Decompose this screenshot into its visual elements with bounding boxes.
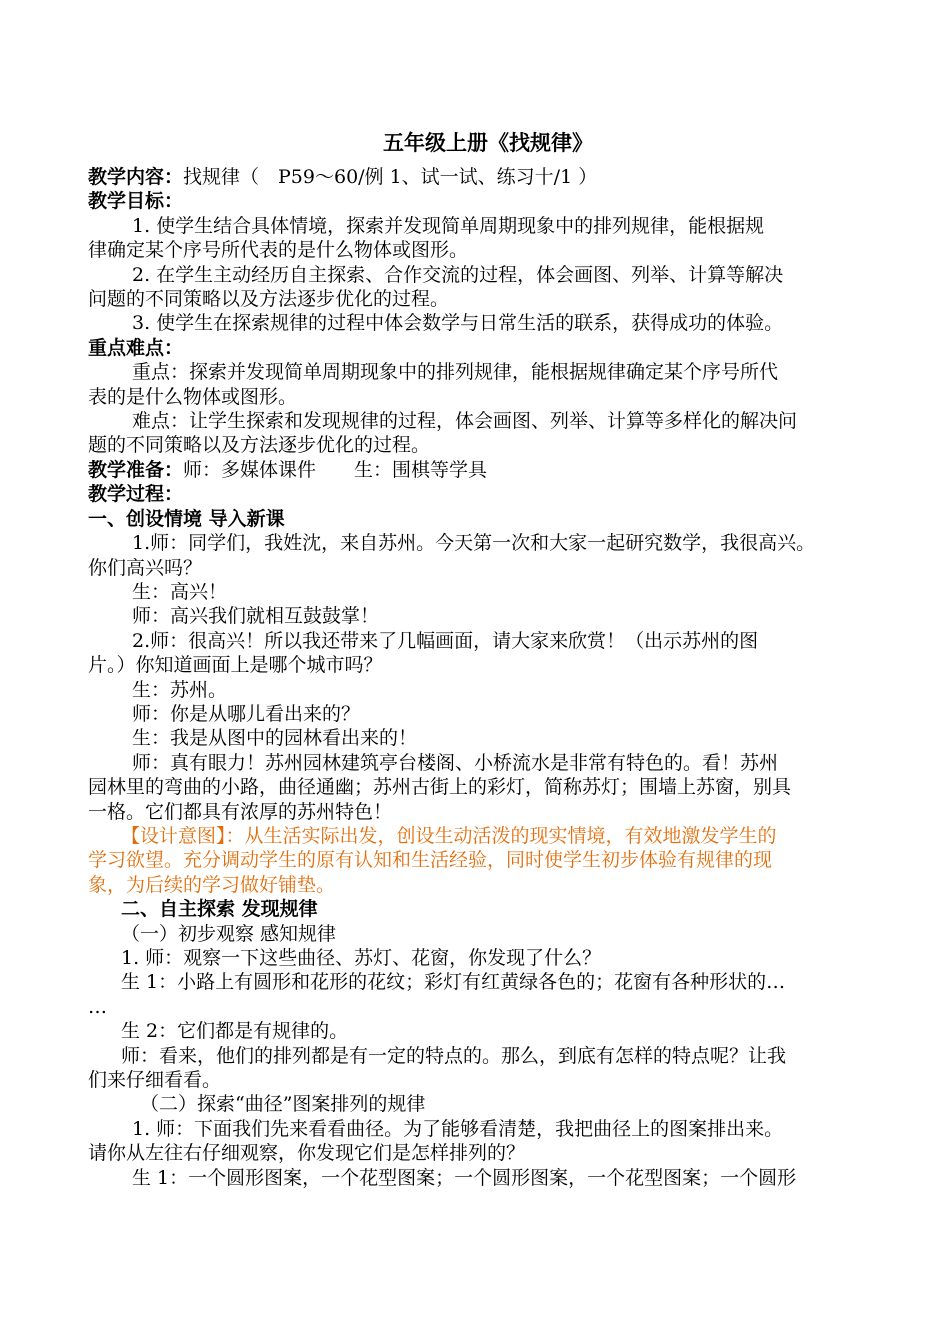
dialogue-line: … [88,995,107,1018]
design-intent-label: 【设计意图】 [121,824,226,847]
dialogue-line: 片。）你知道画面上是哪个城市吗？ [88,654,383,677]
subsection-heading-2: （二）探索“曲径”图案排列的规律 [140,1093,426,1116]
section-heading-2: 二、自主探索 发现规律 [121,898,318,921]
goals-label: 教学目标： [88,190,184,213]
key-line: 表的是什么物体或图形。 [88,385,298,408]
subsection-heading-1: （一）初步观察 感知规律 [121,922,337,945]
dialogue-line: 生 1：小路上有圆形和花形的花纹；彩灯有红黄绿各色的；花窗有各种形状的… [121,971,786,994]
dialogue-line: 1. 师：观察一下这些曲径、苏灯、花窗，你发现了什么？ [121,947,602,969]
content-text: 找规律（ P59～60/例 1、试一试、练习十/1 ） [183,166,598,188]
prep-label: 教学准备： [88,458,184,481]
page-title: 五年级上册《找规律》 [383,130,593,155]
dialogue-line: 师：你是从哪儿看出来的？ [132,702,361,725]
design-intent-line: 象，为后续的学习做好铺垫。 [88,873,336,896]
dialogue-line: 1. 师：下面我们先来看看曲径。为了能够看清楚，我把曲径上的图案排出来。 [132,1117,784,1140]
key-line: 题的不同策略以及方法逐步优化的过程。 [88,434,431,457]
content-line [88,165,888,189]
dialogue-line: 生 1：一个圆形图案，一个花型图案；一个圆形图案，一个花型图案；一个圆形 [132,1166,797,1189]
dialogue-line: 请你从左往右仔细观察，你发现它们是怎样排列的？ [88,1142,526,1165]
goal-line: 2. 在学生主动经历自主探索、合作交流的过程，体会画图、列举、计算等解决 [132,263,784,286]
dialogue-line: 们来仔细看看。 [88,1069,222,1092]
dialogue-line: 生：我是从图中的园林看出来的！ [132,727,418,750]
goal-line: 问题的不同策略以及方法逐步优化的过程。 [88,288,450,311]
dialogue-line: 生：高兴！ [132,580,228,603]
design-intent-line: 学习欲望。充分调动学生的原有认知和生活经验，同时使学生初步体验有规律的现 [88,849,773,872]
dialogue-line: 1.师：同学们，我姓沈，来自苏州。今天第一次和大家一起研究数学，我很高兴。 [132,532,816,555]
dialogue-line: 生 2：它们都是有规律的。 [121,1020,349,1043]
key-line: 重点：探索并发现简单周期现象中的排列规律，能根据规律确定某个序号所代 [132,361,779,384]
key-line: 难点：让学生探索和发现规律的过程，体会画图、列举、计算等多样化的解决问 [132,410,798,433]
content-label: 教学内容： [88,166,184,188]
dialogue-line: 2.师：很高兴！所以我还带来了几幅画面，请大家来欣赏！（出示苏州的图 [132,629,759,652]
key-label: 重点难点： [88,336,184,359]
dialogue-line: 生：苏州。 [132,678,228,701]
dialogue-line: 师：高兴我们就相互鼓鼓掌！ [132,605,380,628]
design-intent-text: ：从生活实际出发，创设生动活泼的现实情境，有效地激发学生的 [225,824,777,847]
design-intent-line [88,824,888,848]
prep-line [88,458,888,482]
dialogue-line: 师：看来，他们的排列都是有一定的特点的。那么，到底有怎样的特点呢？让我 [121,1044,787,1067]
dialogue-line: 园林里的弯曲的小路，曲径通幽；苏州古街上的彩灯，简称苏灯；围墙上苏窗，别具 [88,776,792,799]
goal-line: 律确定某个序号所代表的是什么物体或图形。 [88,239,469,262]
document-page [88,130,888,1190]
dialogue-line: 你们高兴吗？ [88,556,203,579]
dialogue-line: 一格。它们都具有浓厚的苏州特色！ [88,800,393,823]
goal-line: 1. 使学生结合具体情境，探索并发现简单周期现象中的排列规律，能根据规 [132,214,765,237]
prep-text: 师：多媒体课件 生：围棋等学具 [183,458,488,481]
dialogue-line: 师：真有眼力！苏州园林建筑亭台楼阁、小桥流水是非常有特色的。看！苏州 [132,751,779,774]
section-heading-1: 一、创设情境 导入新课 [88,507,285,530]
goal-line: 3. 使学生在探索规律的过程中体会数学与日常生活的联系，获得成功的体验。 [132,312,784,335]
process-label: 教学过程： [88,483,184,506]
